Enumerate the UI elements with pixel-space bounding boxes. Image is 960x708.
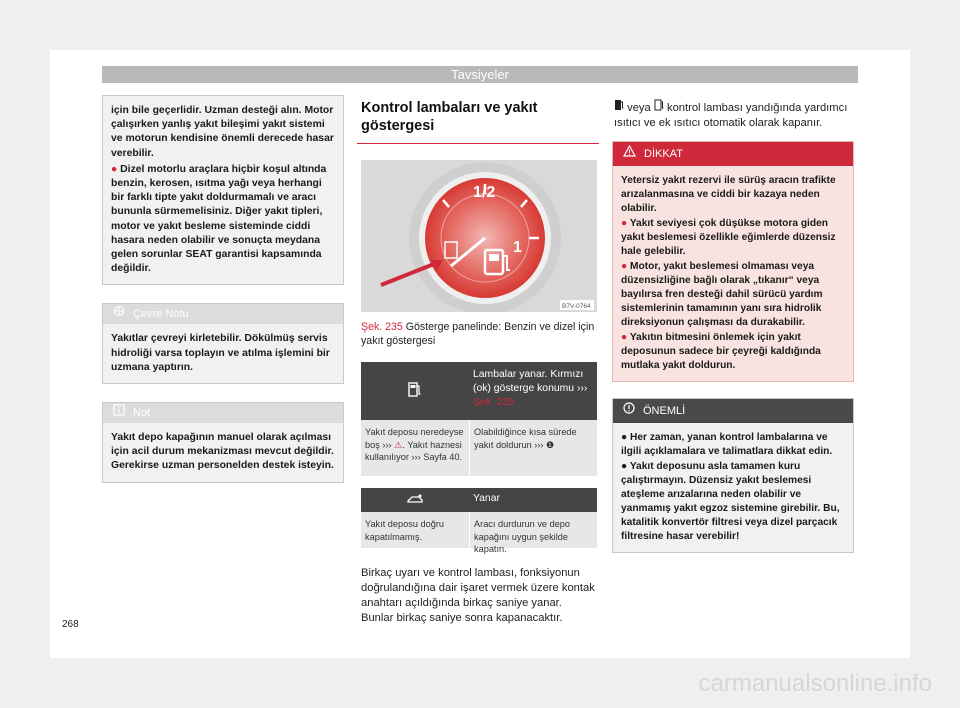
intro-paragraph — [612, 95, 854, 131]
column-left — [102, 95, 344, 483]
important-box — [612, 398, 854, 553]
column-middle — [357, 95, 599, 626]
page-number: 268 — [62, 619, 79, 630]
lamp-table-1 — [361, 362, 597, 476]
section-title: Kontrol lambaları ve yakıt göstergesi — [357, 95, 599, 144]
fuel-lamp-icon — [408, 382, 422, 401]
info-icon — [113, 403, 125, 423]
bullet-icon: ● — [621, 218, 628, 229]
fuel-gauge-illustration — [361, 160, 597, 312]
table2-right: Aracı durdurun ve depo kapağını uygun şekilde kapatın. — [474, 519, 571, 554]
table1-head-text: Lambalar yanar. Kırmızı (ok) gösterge konumu — [473, 369, 584, 394]
env-title: Çevre Notu — [133, 308, 189, 321]
table2-row — [361, 512, 597, 554]
watermark: carmanualsonline.info — [698, 670, 932, 697]
table1-head-ref: Şek. 235 — [473, 397, 515, 408]
section-header — [102, 66, 858, 83]
note-title: Not — [133, 407, 151, 420]
leaf-icon — [113, 304, 125, 324]
table1-head-arrows: ››› — [576, 383, 588, 394]
intro-mid: veya — [627, 102, 651, 114]
table1-left-arrows-2: ››› — [411, 452, 421, 462]
env-head — [103, 304, 343, 324]
danger-box — [612, 141, 854, 382]
warning-triangle-icon — [623, 144, 636, 164]
fuel-cap-lamp-icon — [406, 493, 424, 508]
table1-right-arrows: ››› — [534, 439, 544, 450]
table2-head — [361, 488, 597, 512]
danger-head — [613, 142, 853, 166]
warning-text: için bile geçerlidir. Uzman desteği alın. Motor çalışırken yanlış yakıt bileşimi yakıt sistemi ve motorun kendisine önemli derecede hasar verebilir. — [111, 105, 334, 159]
body-paragraph: Birkaç uyarı ve kontrol lambası, fonksiyonun doğrulandığına dair işaret vermek üzere kontak anahtarı açıldığında birkaç saniye yanar. Bunlar birkaç saniye sonra kapanacaktır. — [361, 567, 595, 624]
caption-text: Gösterge panelinde: Benzin ve dizel için yakıt göstergesi — [361, 321, 595, 347]
table2-head-text: Yanar — [473, 493, 500, 504]
column-right — [612, 95, 854, 553]
table1-left-rest: . Yakıt haznesi kullanılıyor — [365, 439, 462, 462]
bullet-icon: ● — [621, 461, 628, 472]
danger-intro: Yetersiz yakıt rezervi ile sürüş aracın trafikte arızalanmasına ve ciddi bir kazaya neden olabilir. — [621, 175, 836, 214]
important-bullet-1: Her zaman, yanan kontrol lambalarına ve ilgili açıklamalara ve talimatlara dikkat edin. — [621, 432, 833, 457]
table2-left: Yakıt deposu doğru kapatılmamış. — [361, 512, 470, 548]
danger-title: DİKKAT — [644, 148, 683, 160]
lamp-table-2 — [361, 488, 597, 554]
important-title: ÖNEMLİ — [643, 405, 686, 417]
danger-bullet-2: Motor, yakıt beslemesi olmaması veya düzensizliğine bağlı olarak „tıkanır“ veya bayılırsa fren desteği dahil sürücü yardım sistemlerinin tamamının yanı sıra hidrolik direksiyonun çalışması da durakabilir. — [621, 261, 823, 328]
figure-code: B7V-0764 — [562, 303, 591, 310]
env-text: Yakıtlar çevreyi kirletebilir. Dökülmüş servis hidroliği varsa toplayın ve atılma işlemini bir uzmana yaptırın. — [111, 333, 330, 373]
figure-caption — [357, 312, 599, 348]
gauge-half-label: 1/2 — [473, 184, 496, 201]
environment-note-box — [102, 303, 344, 384]
important-head — [613, 399, 853, 423]
table1-right: Olabildiğince kısa sürede yakıt doldurun — [474, 427, 577, 450]
gauge-full-label: 1 — [513, 239, 522, 256]
info-circle-icon: ❶ — [546, 439, 555, 450]
table1-head — [361, 362, 597, 420]
header-title: Tavsiyeler — [451, 67, 509, 82]
warning-triangle-icon: ⚠ — [394, 439, 403, 450]
fuel-lamp-icon-dark — [614, 102, 627, 114]
danger-bullet-1: Yakıt seviyesi çok düşükse motora giden yakıt beslemesi özellikle eğimlerde düzensiz hale gelebilir. — [621, 218, 836, 257]
important-bullet-2: Yakıt deposunu asla tamamen kuru çalıştırmayın. Düzensiz yakıt beslemesi ateşleme arızalarına neden olabilir ve yanmamış yakıt egzoz sistemine girebilir. Bu, katalitik konvertör filtresi veya dizel parçacık filtresine hasar verebilir! — [621, 461, 840, 542]
bullet-icon: ● — [621, 261, 628, 272]
note-box — [102, 402, 344, 483]
table1-left-page: Sayfa 40. — [423, 452, 463, 462]
bullet-icon: ● — [621, 332, 628, 343]
fuel-lamp-icon-outline — [654, 102, 667, 114]
table1-row — [361, 420, 597, 476]
info-circle-icon — [623, 401, 635, 421]
danger-bullet-3: Yakıtın bitmesini önlemek için yakıt deposunun sadece bir çeyreği kaldığında mutlaka yakıt doldurun. — [621, 332, 821, 371]
intro-rest: kontrol lambası yandığında yardımcı ısıtıcı ve ek ısıtıcı otomatik olarak kapanır. — [614, 102, 848, 129]
warning-box — [102, 95, 344, 285]
bullet-icon: ● — [111, 163, 118, 175]
table1-left: Yakıt deposu neredeyse boş — [365, 427, 464, 450]
note-text: Yakıt depo kapağının manuel olarak açılması için acil durum mekanizması mevcut değildir. Gerekirse uzman personelden destek isteyin. — [111, 432, 334, 472]
bullet-icon: ● — [621, 432, 628, 443]
table1-left-arrows: ››› — [382, 439, 392, 450]
caption-ref: Şek. 235 — [361, 321, 403, 333]
note-head — [103, 403, 343, 423]
warning-bullet: Dizel motorlu araçlara hiçbir koşul altında benzin, kerosen, ısıtma yağı veya herhangi bir farklı tipte yakıt doldurmamalı ve aracı bununla sürmemelisiniz. Diğer yakıt tipleri, motor ve yakıt besleme sisteminde ciddi hasara neden olabilir ve sonuçta meydana gelen sorunlar SEAT garantisi kapsamında değildir. — [111, 163, 327, 275]
fuel-gauge-figure — [361, 160, 597, 312]
